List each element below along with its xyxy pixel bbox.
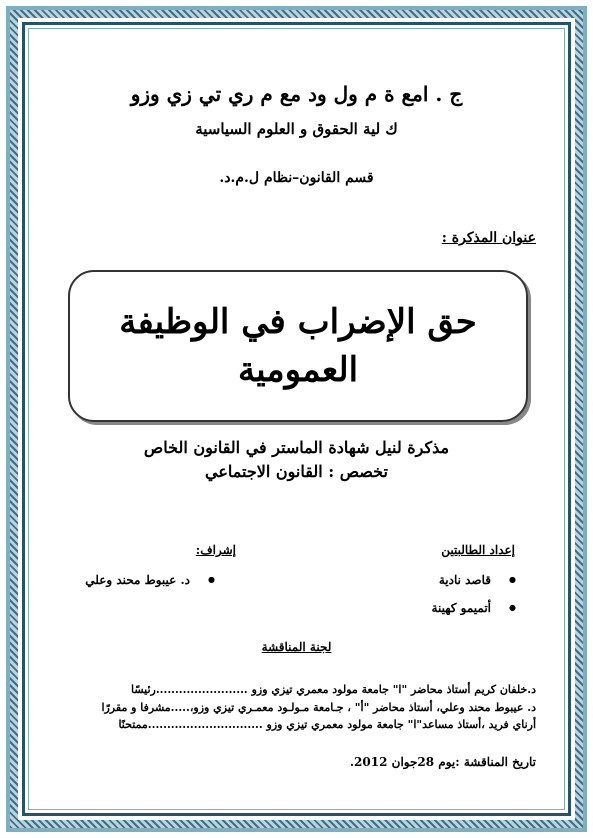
title-line-2: العمومية — [237, 350, 359, 390]
memo-degree: مذكرة لنيل شهادة الماستر في القانون الخاص — [143, 438, 450, 457]
jury-member: د.خلفان كريم أستاذ محاضر "ا" جامعة مولود معمري تيزي وزو ........................رئيسًا — [130, 683, 536, 696]
student-name: ● قاصد نادية — [439, 573, 516, 587]
department-name: قسم القانون–نظام ل.م.د. — [219, 170, 374, 186]
jury-label: لجنة المناقشة — [261, 640, 332, 654]
faculty-name: ك لية الحقوق و العلوم السياسية — [195, 120, 398, 138]
prepared-by-label: إعداد الطالبتين — [441, 543, 515, 557]
university-name: ج . امع ة م ول ود مع م ري تي زي وزو — [130, 82, 463, 106]
supervisor-name: ● د. عيبوط محند وعلي — [85, 573, 215, 587]
jury-member: أرناي فريد ،أستاذ مساعد"ا" جامعة مولود معمري تيزي وزو ..............................ممتحنًا — [118, 718, 536, 731]
jury-member: د. عيبوط محند وعلي، أستاذ محاضر "أ" ، جـامعة مـولـود معمـري تيزي وزو،.....مشرفا و مقررًا — [101, 701, 536, 714]
specialty: تخصص : القانون الاجتماعي — [205, 462, 388, 481]
supervision-label: إشراف: — [195, 543, 236, 557]
defense-date: تاريخ المناقشة :يوم 28جوان 2012. — [349, 755, 536, 769]
student-name: ● أتميمو كهينة — [432, 601, 516, 615]
topic-label: عنوان المذكرة : — [441, 230, 536, 246]
title-line-1: حق الإضراب في الوظيفة — [119, 302, 477, 342]
title-box — [68, 270, 528, 422]
